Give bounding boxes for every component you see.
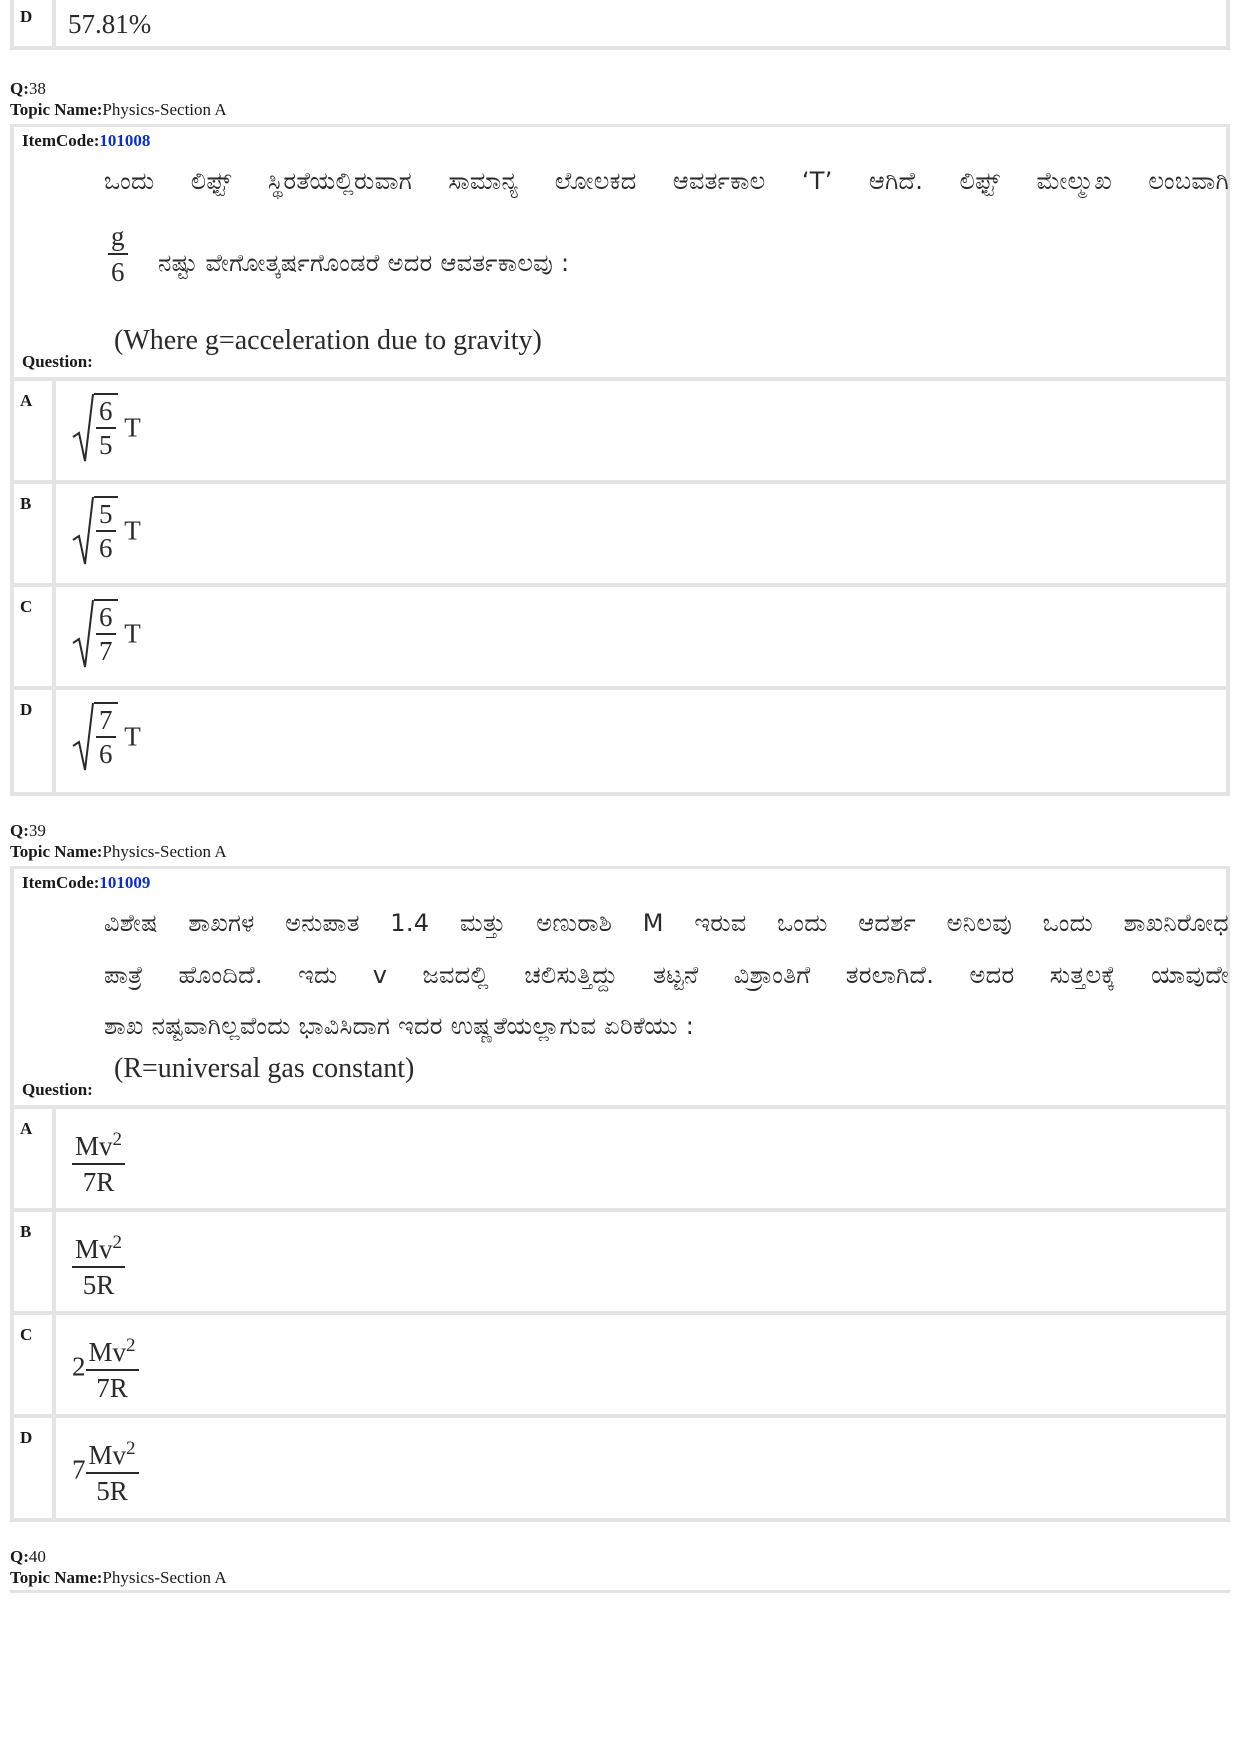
option-letter: D: [14, 1418, 56, 1521]
option-row-d: [14, 690, 1226, 793]
option-value: [58, 1315, 1226, 1414]
frac-denominator: 6: [99, 739, 113, 769]
question-text-line: ವಿಶೇಷ ಶಾಖಗಳ ಅನುಪಾತ 1.4 ಮತ್ತು ಅಣುರಾಶಿ M ಇರುವ ಒಂದು ಆದರ್ಶ ಅನಿಲವು ಒಂದು ಶಾಖನಿರೋಧ: [104, 909, 1229, 937]
question-panel-38: [10, 124, 1230, 796]
option-text: 57.81%: [68, 9, 152, 39]
option-suffix: T: [124, 515, 141, 546]
item-code: ItemCode:101009: [22, 873, 151, 892]
question-text-line: ಒಂದು ಲಿಫ್ಟ್ ಸ್ಥಿರತೆಯಲ್ಲಿರುವಾಗ ಸಾಮಾನ್ಯ ಲೋಲಕದ ಆವರ್ತಕಾಲ ‘T’ ಆಗಿದೆ. ಲಿಫ್ಟ್ ಮೇಲ್ಮುಖ ಲಂಬವಾಗಿ: [104, 167, 1229, 195]
question-panel-40-top-border: [10, 1590, 1230, 1593]
frac-numerator: 6: [96, 395, 116, 429]
english-note: (R=universal gas constant): [114, 1053, 415, 1084]
question-header-40: [10, 1546, 227, 1588]
option-row-c: [14, 587, 1226, 690]
option-row: [14, 0, 1226, 49]
option-coefficient: 2: [72, 1351, 86, 1382]
fraction-expression: [72, 1329, 139, 1405]
option-coefficient: 7: [72, 1454, 86, 1485]
prev-question-option-d: [10, 0, 1230, 50]
topic-name: Topic Name:Physics-Section A: [10, 100, 227, 119]
option-letter: C: [14, 587, 56, 686]
option-row-a: [14, 1109, 1226, 1212]
option-row-b: [14, 1212, 1226, 1315]
frac-numerator: Mv$^2$: [86, 1432, 139, 1474]
frac-denominator: 5R: [96, 1476, 128, 1506]
frac-denominator: 7R: [82, 1167, 115, 1197]
question-body: [14, 127, 1229, 381]
frac-denominator: 6: [111, 257, 125, 287]
question-body: [14, 869, 1229, 1109]
option-letter: B: [14, 484, 56, 583]
option-letter: A: [14, 1109, 56, 1208]
question-label: Question:: [22, 352, 93, 371]
frac-numerator: Mv$^2$: [86, 1329, 139, 1371]
question-label: Question:: [22, 1080, 93, 1099]
option-value: [58, 1212, 1226, 1311]
item-code: ItemCode:101008: [22, 131, 151, 150]
topic-name: Topic Name:Physics-Section A: [10, 1568, 227, 1587]
frac-denominator: 5: [99, 430, 113, 460]
option-value: [58, 587, 1226, 686]
option-value: [58, 690, 1226, 793]
frac-numerator: 7: [96, 704, 116, 738]
frac-denominator: 7R: [96, 1373, 128, 1403]
option-letter: D: [14, 690, 56, 793]
option-value: [58, 1109, 1226, 1208]
option-letter: B: [14, 1212, 56, 1311]
frac-denominator: 5R: [82, 1270, 115, 1300]
topic-name: Topic Name:Physics-Section A: [10, 842, 227, 861]
english-note: (Where g=acceleration due to gravity): [114, 325, 542, 356]
option-value: [58, 381, 1226, 480]
question-number: Q:40: [10, 1547, 46, 1566]
option-letter: A: [14, 381, 56, 480]
sqrt-expression: [72, 702, 141, 772]
frac-numerator: Mv$^2$: [72, 1123, 125, 1165]
sqrt-expression: [72, 496, 141, 566]
frac-numerator: 5: [96, 498, 116, 532]
fraction-expression: [72, 1432, 139, 1508]
fraction-g-over-6: [108, 219, 128, 289]
option-row-c: [14, 1315, 1226, 1418]
option-row-a: [14, 381, 1226, 484]
question-number: Q:39: [10, 821, 46, 840]
option-suffix: T: [124, 721, 141, 752]
option-value: [58, 0, 1226, 49]
option-suffix: T: [124, 618, 141, 649]
frac-numerator: Mv$^2$: [72, 1226, 125, 1268]
question-text-line: ಪಾತ್ರೆ ಹೊಂದಿದೆ. ಇದು v ಜವದಲ್ಲಿ ಚಲಿಸುತ್ತಿದ್ದು ತಟ್ಟನೆ ವಿಶ್ರಾಂತಿಗೆ ತರಲಾಗಿದೆ. ಅದರ ಸುತ್ತಲಕ್ಕೆ ಯಾವುದೇ: [104, 961, 1229, 989]
option-suffix: T: [124, 412, 141, 443]
question-header-38: [10, 78, 227, 120]
question-number: Q:38: [10, 79, 46, 98]
question-header-39: [10, 820, 227, 862]
option-value: [58, 1418, 1226, 1521]
fraction-expression: [72, 1226, 125, 1302]
option-value: [58, 484, 1226, 583]
question-panel-39: [10, 866, 1230, 1522]
option-row-b: [14, 484, 1226, 587]
frac-denominator: 7: [99, 636, 113, 666]
fraction-expression: [72, 1123, 125, 1199]
frac-numerator: 6: [96, 601, 116, 635]
question-text-line: ಶಾಖ ನಷ್ಟವಾಗಿಲ್ಲವೆಂದು ಭಾವಿಸಿದಾಗ ಇದರ ಉಷ್ಣತೆಯಲ್ಲಾಗುವ ಏರಿಕೆಯು :: [104, 1012, 695, 1040]
option-row-d: [14, 1418, 1226, 1521]
sqrt-expression: [72, 393, 141, 463]
sqrt-expression: [72, 599, 141, 669]
question-text-line: ನಷ್ಟು ವೇಗೋತ್ಕರ್ಷಗೊಂಡರೆ ಅದರ ಆವರ್ತಕಾಲವು :: [158, 249, 570, 277]
option-letter: D: [14, 0, 56, 49]
frac-denominator: 6: [99, 533, 113, 563]
frac-numerator: g: [108, 219, 128, 255]
option-letter: C: [14, 1315, 56, 1414]
